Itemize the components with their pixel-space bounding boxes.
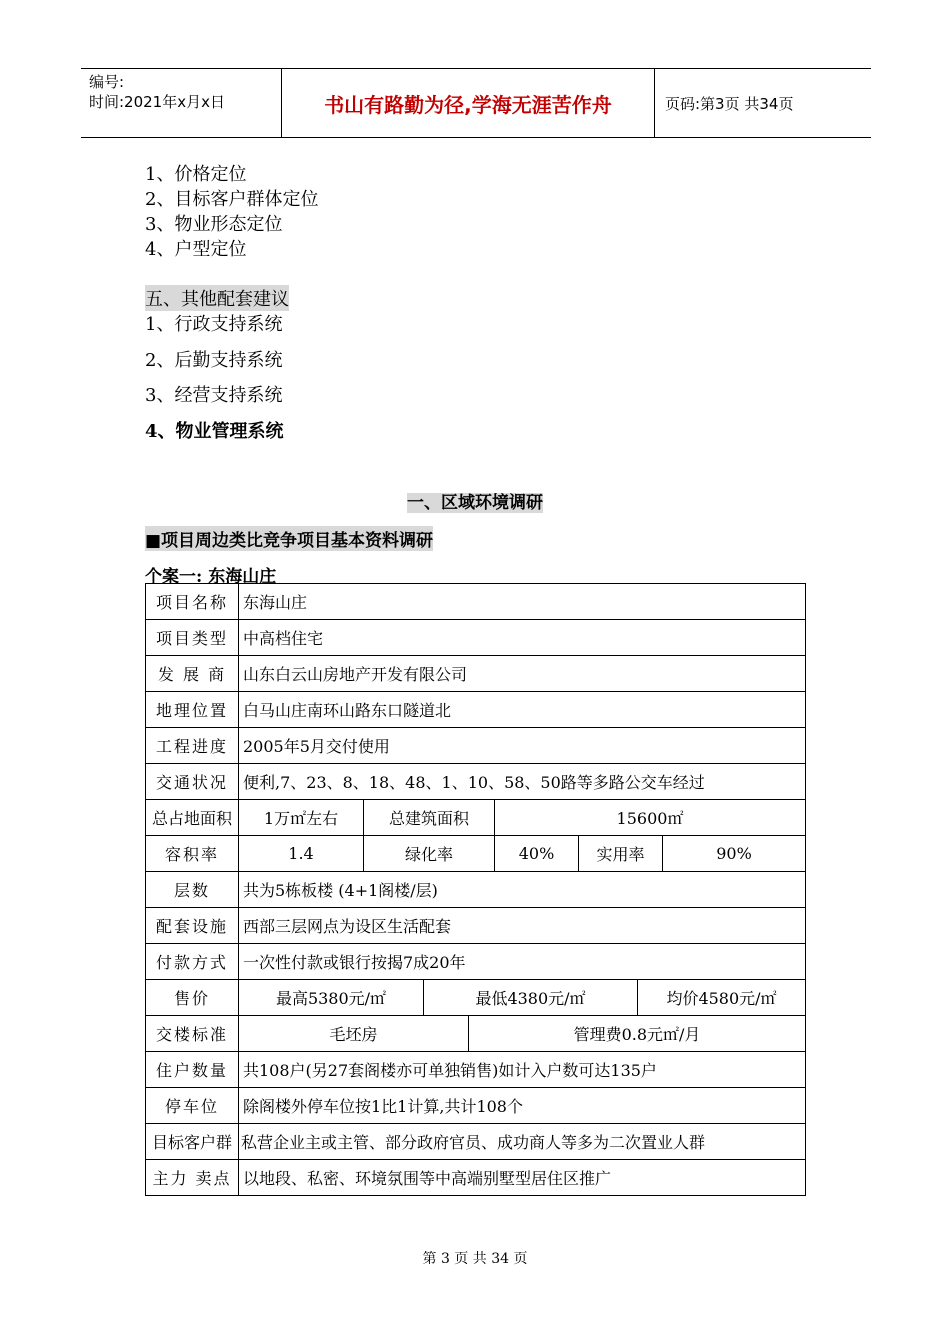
header-meta	[81, 69, 281, 137]
inner-table	[239, 980, 805, 1015]
table-row	[146, 944, 806, 980]
table-label: 停车位	[146, 1088, 239, 1124]
list-item: 1、价格定位	[145, 164, 247, 185]
inner-table	[239, 800, 805, 835]
table-row	[146, 1016, 806, 1052]
doc-number-label: 编号:	[89, 73, 125, 91]
table-label: 项目名称	[146, 584, 239, 620]
table-row	[146, 872, 806, 908]
list-item: 4、户型定位	[145, 239, 247, 260]
list-item: 3、经营支持系统	[145, 385, 283, 406]
subheading: ■项目周边类比竞争项目基本资料调研	[145, 526, 433, 551]
table-value: 除阁楼外停车位按1比1计算,共计108个	[239, 1088, 806, 1124]
table-label: 售价	[146, 980, 239, 1016]
table-row	[146, 692, 806, 728]
table-value: 最高5380元/㎡	[275, 989, 387, 1008]
table-row	[146, 980, 806, 1016]
table-row	[146, 836, 806, 872]
table-split-cell	[239, 800, 806, 836]
list-item: 1、行政支持系统	[145, 314, 283, 335]
table-value: 管理费0.8元㎡/月	[469, 1016, 806, 1051]
page-footer: 第 3 页 共 34 页	[422, 1251, 528, 1267]
main-heading: 一、区域环境调研	[407, 493, 543, 513]
section5-title: 五、其他配套建议	[145, 285, 289, 311]
table-label: 交楼标准	[146, 1016, 239, 1052]
table-value: 共108户(另27套阁楼亦可单独销售)如计入户数可达135户	[239, 1052, 806, 1088]
table-label: 地理位置	[146, 692, 239, 728]
table-value: 共为5栋板楼 (4+1阁楼/层)	[239, 872, 806, 908]
table-label: 总占地面积	[146, 800, 239, 836]
table-value: 私营企业主或主管、部分政府官员、成功商人等多为二次置业人群	[239, 1124, 806, 1160]
table-row	[146, 1088, 806, 1124]
table-row	[146, 1160, 806, 1196]
table-value: 中高档住宅	[239, 620, 806, 656]
table-row	[146, 800, 806, 836]
table-row	[146, 908, 806, 944]
table-value: 1万㎡左右	[263, 809, 339, 828]
list-item: 4、物业管理系统	[145, 421, 284, 442]
table-value: 2005年5月交付使用	[239, 728, 806, 764]
header-motto: 书山有路勤为径,学海无涯苦作舟	[281, 69, 655, 137]
table-split-cell	[239, 836, 806, 872]
table-label: 目标客户群	[146, 1124, 239, 1160]
table-label: 绿化率	[364, 836, 495, 871]
table-split-cell	[239, 980, 806, 1016]
table-value: 便利,7、23、8、18、48、1、10、58、50路等多路公交车经过	[239, 764, 806, 800]
table-label: 交通状况	[146, 764, 239, 800]
header-page-info: 页码:第3页 共34页	[665, 94, 794, 113]
table-value: 最低4380元/㎡	[424, 980, 638, 1015]
table-label: 住户数量	[146, 1052, 239, 1088]
table-split-cell	[239, 1016, 806, 1052]
table-value: 40%	[495, 836, 579, 871]
table-row	[146, 764, 806, 800]
inner-table	[239, 1016, 805, 1051]
table-label: 容积率	[146, 836, 239, 872]
table-value: 白马山庄南环山路东口隧道北	[239, 692, 806, 728]
case-title: 个案一: 东海山庄	[145, 567, 277, 587]
table-value: 山东白云山房地产开发有限公司	[239, 656, 806, 692]
table-row	[146, 656, 806, 692]
project-info-table	[145, 583, 806, 1196]
table-label: 配套设施	[146, 908, 239, 944]
inner-table	[239, 836, 805, 871]
table-value: 以地段、私密、环境氛围等中高端别墅型居住区推广	[239, 1160, 806, 1196]
table-label: 主力 卖点	[146, 1160, 239, 1196]
page-header	[81, 68, 871, 138]
table-label: 工程进度	[146, 728, 239, 764]
table-value: 均价4580元/㎡	[638, 980, 806, 1015]
doc-date-label: 时间:2021年x月x日	[89, 93, 225, 111]
table-label: 层数	[146, 872, 239, 908]
list-item: 2、后勤支持系统	[145, 350, 283, 371]
table-label: 发 展 商	[146, 656, 239, 692]
table-value: 毛坯房	[329, 1025, 378, 1044]
table-label: 实用率	[579, 836, 663, 871]
table-value: 1.4	[288, 844, 314, 863]
table-row	[146, 620, 806, 656]
table-value: 一次性付款或银行按揭7成20年	[239, 944, 806, 980]
table-row	[146, 1052, 806, 1088]
table-value: 西部三层网点为设区生活配套	[239, 908, 806, 944]
table-label: 总建筑面积	[364, 800, 495, 835]
table-value: 90%	[663, 836, 806, 871]
table-row	[146, 584, 806, 620]
table-label: 付款方式	[146, 944, 239, 980]
table-label: 项目类型	[146, 620, 239, 656]
main-heading-wrap	[0, 488, 950, 513]
table-row	[146, 728, 806, 764]
table-value: 15600㎡	[495, 800, 806, 835]
table-row	[146, 1124, 806, 1160]
table-value: 东海山庄	[239, 584, 806, 620]
list-item: 3、物业形态定位	[145, 214, 283, 235]
list-item: 2、目标客户群体定位	[145, 189, 319, 210]
